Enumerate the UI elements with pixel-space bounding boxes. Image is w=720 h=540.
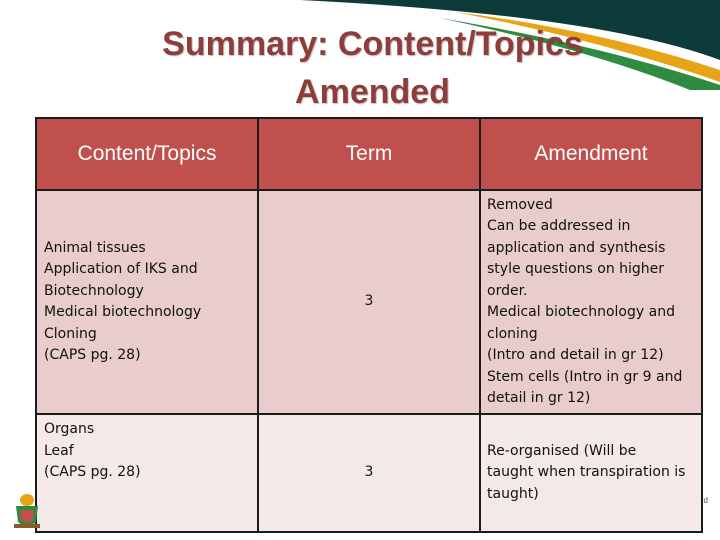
- cell-line: taught): [487, 485, 539, 502]
- cell-line: (CAPS pg. 28): [44, 464, 141, 480]
- table-header-row: [36, 118, 702, 190]
- row1-amendment-cell: [480, 190, 702, 414]
- cell-line: Removed: [487, 196, 553, 213]
- row1-term-cell: 3: [258, 190, 480, 414]
- header-term: Term: [258, 118, 480, 190]
- cell-line: Medical biotechnology and: [487, 304, 675, 320]
- row1-content-cell: [36, 190, 258, 414]
- header-amendment: Amendment: [480, 118, 702, 190]
- coat-of-arms-icon: [10, 488, 44, 530]
- table-row: [36, 414, 702, 532]
- cell-line: style questions on higher: [487, 261, 665, 277]
- cell-line: Biotechnology: [44, 282, 144, 299]
- cell-line: Can be addressed in: [487, 218, 631, 234]
- footer-partial-text: d: [703, 496, 708, 505]
- cell-line: cloning: [487, 325, 538, 342]
- cell-line: application and synthesis: [487, 239, 666, 256]
- amendments-table-wrapper: [35, 117, 703, 533]
- cell-line: (Intro and detail in gr 12): [487, 347, 664, 363]
- cell-line: order.: [487, 282, 528, 299]
- table-row: [36, 190, 702, 414]
- page-title: [100, 20, 645, 116]
- cell-line: Application of IKS and: [44, 261, 198, 277]
- title-line-1: Summary: Content/Topics: [162, 25, 583, 63]
- row2-content-cell: [36, 414, 258, 532]
- cell-line: Organs: [44, 421, 95, 437]
- cell-line: taught when transpiration is: [487, 464, 686, 481]
- cell-line: detail in gr 12): [487, 390, 591, 406]
- row2-amendment-cell: [480, 414, 702, 532]
- cell-line: Re-organised (Will be: [487, 442, 637, 459]
- cell-line: (CAPS pg. 28): [44, 347, 141, 363]
- header-content-topics: Content/Topics: [36, 118, 258, 190]
- cell-line: Stem cells (Intro in gr 9 and: [487, 368, 683, 385]
- cell-line: Cloning: [44, 325, 97, 342]
- cell-line: Leaf: [44, 442, 74, 459]
- amendments-table: [35, 117, 703, 533]
- row2-term-cell: 3: [258, 414, 480, 532]
- cell-line: Animal tissues: [44, 239, 146, 256]
- title-line-2: Amended: [295, 73, 450, 111]
- cell-line: Medical biotechnology: [44, 304, 202, 320]
